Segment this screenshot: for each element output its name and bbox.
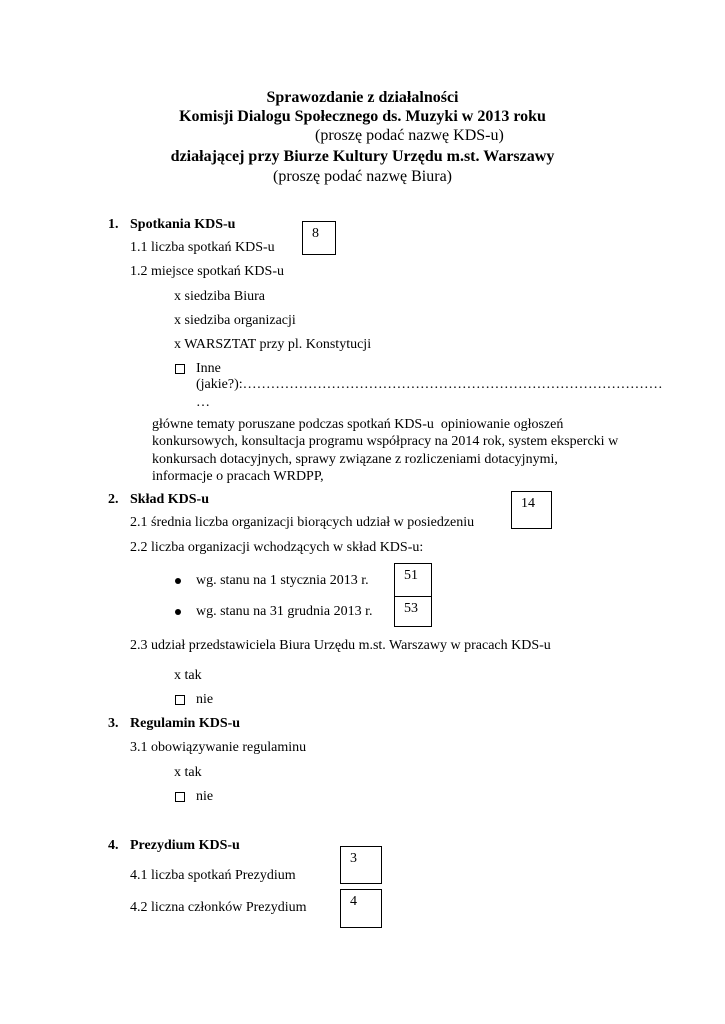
section-3-heading: Regulamin KDS-u <box>130 716 241 731</box>
section-1-number: 1. <box>108 217 119 232</box>
presidium-members-label: 4.2 liczna członków Prezydium <box>130 900 307 915</box>
section-3-number: 3. <box>108 716 119 731</box>
office-participation-no: nie <box>196 692 214 707</box>
place-option-warsztat: x WARSZTAT przy pl. Konstytucji <box>174 337 372 352</box>
section-2-number: 2. <box>108 492 119 507</box>
section-2-heading: Skład KDS-u <box>130 492 209 507</box>
place-option-other: Inne <box>196 361 221 376</box>
topics-line: informacje o pracach WRDPP, <box>152 469 324 484</box>
rules-yes: x tak <box>174 765 202 780</box>
checkbox-empty-icon <box>175 364 185 374</box>
place-other-continuation: … <box>196 395 210 410</box>
member-organizations-label: 2.2 liczba organizacji wchodzących w skład KDS-u: <box>130 540 424 555</box>
topics-line: konkursach dotacyjnych, sprawy związane z rozliczeniami dotacyjnymi, <box>152 452 558 467</box>
office-name-hint: (proszę podać nazwę Biura) <box>272 168 453 185</box>
place-option-office: x siedziba Biura <box>174 289 265 304</box>
section-4-number: 4. <box>108 838 119 853</box>
members-start-label: wg. stanu na 1 stycznia 2013 r. <box>196 573 369 588</box>
office-participation-label: 2.3 udział przedstawiciela Biura Urzędu m.st. Warszawy w pracach KDS-u <box>130 638 551 653</box>
checkbox-empty-icon <box>175 695 185 705</box>
section-1-heading: Spotkania KDS-u <box>130 217 236 232</box>
rules-no: nie <box>196 789 214 804</box>
avg-organizations-label: 2.1 średnia liczba organizacji biorących udział w posiedzeniu <box>130 515 475 530</box>
members-end-box <box>394 596 432 627</box>
members-start-value: 51 <box>404 568 418 583</box>
section-4-heading: Prezydium KDS-u <box>130 838 240 853</box>
presidium-members-value: 4 <box>350 894 357 909</box>
checkbox-empty-icon <box>175 792 185 802</box>
meeting-places-label: 1.2 miejsce spotkań KDS-u <box>130 264 284 279</box>
members-start-box <box>394 563 432 597</box>
avg-organizations-value: 14 <box>521 496 535 511</box>
topics-line: główne tematy poruszane podczas spotkań KDS-u opiniowanie ogłoszeń <box>152 417 564 432</box>
rules-label: 3.1 obowiązywanie regulaminu <box>130 740 307 755</box>
commission-name-hint: (proszę podać nazwę KDS-u) <box>315 127 504 144</box>
commission-name: Komisji Dialogu Społecznego ds. Muzyki w 2013 roku <box>179 108 546 125</box>
presidium-meetings-box <box>340 846 382 884</box>
bullet-icon <box>175 578 181 584</box>
place-other-prompt: (jakie?):……………………………………………………………………………… <box>196 377 663 392</box>
meetings-count-label: 1.1 liczba spotkań KDS-u <box>130 240 275 255</box>
meetings-count-value: 8 <box>312 226 319 241</box>
office-participation-yes: x tak <box>174 668 202 683</box>
place-option-organization: x siedziba organizacji <box>174 313 296 328</box>
office-name: działającej przy Biurze Kultury Urzędu m.st. Warszawy <box>170 148 555 165</box>
bullet-icon <box>175 609 181 615</box>
presidium-members-box <box>340 889 382 928</box>
report-title: Sprawozdanie z działalności <box>266 89 459 106</box>
meetings-count-box <box>302 221 336 255</box>
members-end-label: wg. stanu na 31 grudnia 2013 r. <box>196 604 373 619</box>
members-end-value: 53 <box>404 601 418 616</box>
presidium-meetings-value: 3 <box>350 851 357 866</box>
topics-line: konkursowych, konsultacja programu współpracy na 2014 rok, system ekspercki w <box>152 434 619 449</box>
presidium-meetings-label: 4.1 liczba spotkań Prezydium <box>130 868 296 883</box>
avg-organizations-box <box>511 491 552 529</box>
